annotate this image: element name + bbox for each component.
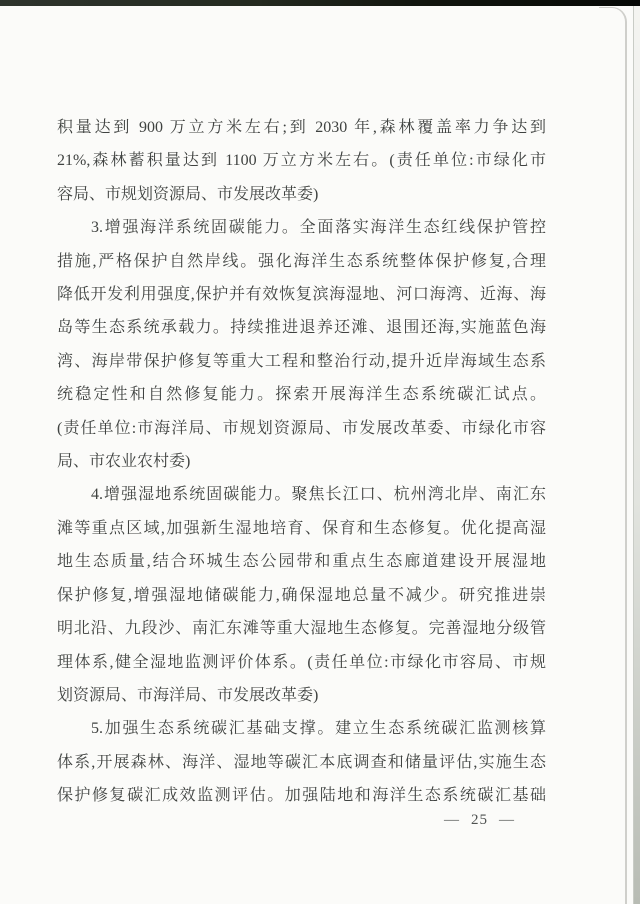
text-line: 地生态质量,结合环城生态公园带和重点生态廊道建设开展湿地 — [57, 553, 546, 571]
page-top-right-corner — [599, 7, 627, 40]
text-line: 体系,开展森林、海洋、湿地等碳汇本底调查和储量评估,实施生态 — [57, 753, 546, 771]
scan-right-backing — [633, 6, 640, 904]
page-number-value: 25 — [471, 812, 488, 828]
page-number — [444, 812, 515, 829]
paragraph — [57, 478, 546, 712]
text-line: 保护修复,增强湿地储碳能力,确保湿地总量不减少。研究推进崇 — [57, 586, 546, 604]
text-line: 积量达到 900 万立方米左右;到 2030 年,森林覆盖率力争达到 — [57, 119, 546, 136]
text-line: 理体系,健全湿地监测评价体系。(责任单位:市绿化市容局、市规 — [57, 653, 546, 671]
text-line: 降低开发利用强度,保护并有效恢复滨海湿地、河口海湾、近海、海 — [57, 286, 546, 304]
text-line: (责任单位:市海洋局、市规划资源局、市发展改革委、市绿化市容 — [57, 419, 546, 437]
text-line: 保护修复碳汇成效监测评估。加强陆地和海洋生态系统碳汇基础 — [57, 787, 546, 805]
paragraph — [57, 211, 546, 478]
page-number-right-dash: — — [499, 812, 515, 828]
text-line: 明北沿、九段沙、南汇东滩等重大湿地生态修复。完善湿地分级管 — [57, 620, 546, 638]
text-line: 滩等重点区域,加强新生湿地培育、保育和生态修复。优化提高湿 — [57, 519, 546, 537]
paragraph — [57, 111, 546, 211]
page-right-edge — [625, 30, 627, 904]
text-line: 措施,严格保护自然岸线。强化海洋生态系统整体保护修复,合理 — [57, 252, 546, 270]
text-line: 统稳定性和自然修复能力。探索开展海洋生态系统碳汇试点。 — [57, 386, 546, 404]
text-line: 岛等生态系统承载力。持续推进退养还滩、退围还海,实施蓝色海 — [57, 319, 546, 337]
document-body — [57, 111, 546, 813]
text-line: 5.加强生态系统碳汇基础支撑。建立生态系统碳汇监测核算 — [91, 720, 546, 738]
text-line: 21%,森林蓄积量达到 1100 万立方米左右。(责任单位:市绿化市 — [57, 152, 546, 170]
text-line: 湾、海岸带保护修复等重大工程和整治行动,提升近岸海域生态系 — [57, 352, 546, 370]
text-line: 3.增强海洋系统固碳能力。全面落实海洋生态红线保护管控 — [91, 219, 546, 237]
text-line: 容局、市规划资源局、市发展改革委) — [57, 185, 319, 203]
text-line: 局、市农业农村委) — [57, 453, 191, 471]
scan-top-edge — [0, 0, 640, 6]
text-line: 4.增强湿地系统固碳能力。聚焦长江口、杭州湾北岸、南汇东 — [91, 486, 546, 504]
page-number-left-dash: — — [444, 812, 460, 828]
paragraph — [57, 712, 546, 812]
text-line: 划资源局、市海洋局、市发展改革委) — [57, 686, 319, 704]
